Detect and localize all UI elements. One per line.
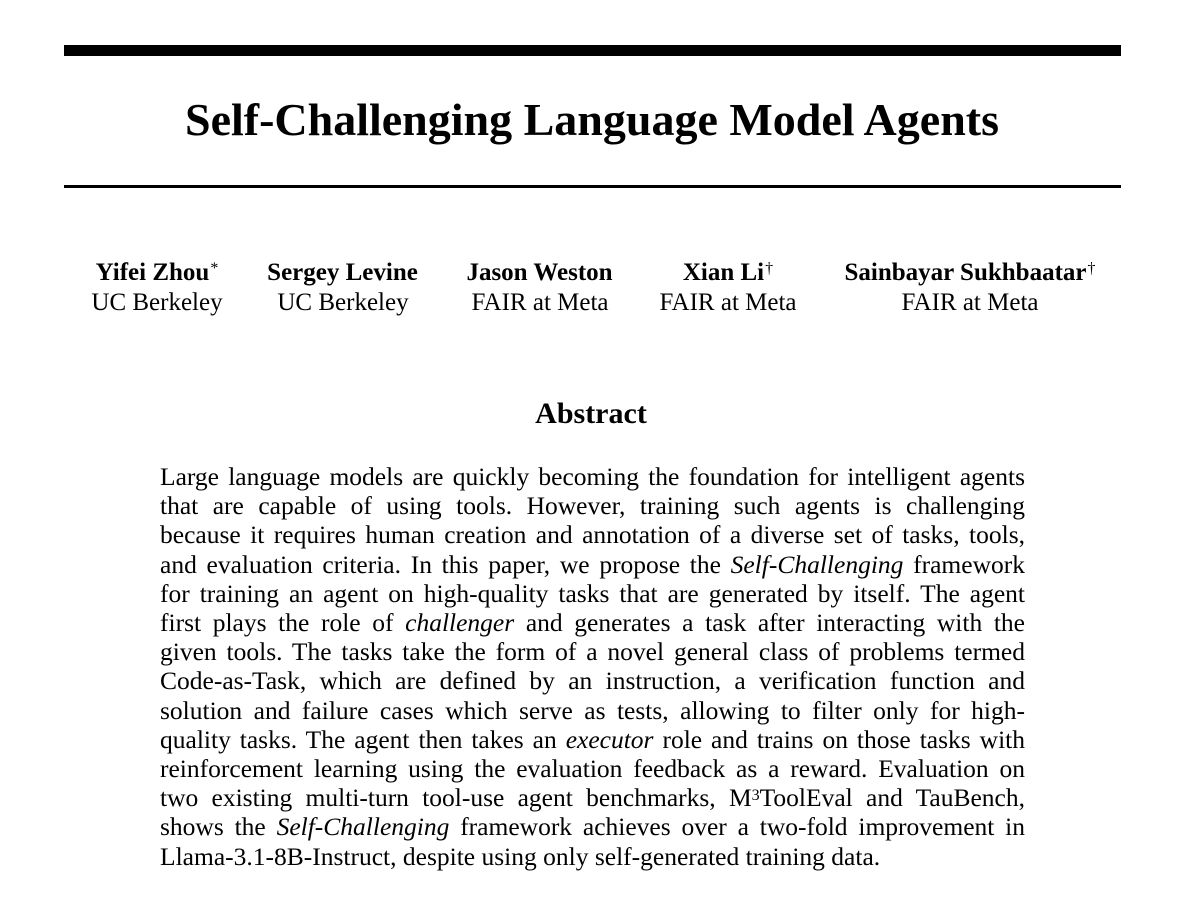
abstract-line: that are capable of using tools. However, training such agents is challenging <box>160 491 1025 521</box>
author-mark: * <box>210 260 219 277</box>
author-name: Yifei Zhou* <box>95 259 219 286</box>
author-name: Sergey Levine <box>267 259 418 286</box>
abstract-line: shows the Self-Challenging framework achieves over a two-fold improvement in <box>160 812 1026 842</box>
abstract-line: for training an agent on high-quality tasks that are generated by itself. The agent <box>160 578 1025 608</box>
emphasis-term: Self-Challenging <box>730 549 904 579</box>
author-affiliation: FAIR at Meta <box>901 289 1039 316</box>
title-top-rule <box>64 45 1121 56</box>
superscript: 3 <box>751 787 760 805</box>
author-affiliation: FAIR at Meta <box>471 289 609 316</box>
emphasis-term: Self-Challenging <box>276 812 450 842</box>
abstract-line: because it requires human creation and annotation of a diverse set of tasks, tools, <box>160 520 1025 550</box>
abstract-line: and evaluation criteria. In this paper, we propose the Self-Challenging framework <box>160 549 1025 579</box>
abstract-line: solution and failure cases which serve as tests, allowing to filter only for high- <box>160 695 1025 725</box>
author-affiliation: FAIR at Meta <box>659 289 797 316</box>
abstract-line: Code-as-Task, which are defined by an instruction, a verification function and <box>160 666 1025 696</box>
author-block <box>845 258 1096 318</box>
abstract-line: reinforcement learning using the evaluation feedback as a reward. Evaluation on <box>160 754 1025 784</box>
author-mark: † <box>1087 260 1096 277</box>
emphasis-term: challenger <box>405 608 515 638</box>
author-affiliation: UC Berkeley <box>91 289 223 316</box>
emphasis-term: executor <box>565 724 654 754</box>
author-name: Xian Li† <box>682 259 774 286</box>
abstract-line: first plays the role of challenger and generates a task after interacting with the <box>160 608 1025 638</box>
abstract-line: given tools. The tasks take the form of a novel general class of problems termed <box>160 637 1025 667</box>
author-name: Jason Weston <box>466 259 613 286</box>
author-block <box>267 258 419 318</box>
title-bottom-rule <box>64 185 1121 188</box>
author-name: Sainbayar Sukhbaatar† <box>844 259 1096 286</box>
author-affiliation: UC Berkeley <box>277 289 409 316</box>
abstract-line: Llama-3.1-8B-Instruct, despite using only self-generated training data. <box>160 841 881 871</box>
abstract-heading: Abstract <box>535 397 647 430</box>
author-block <box>91 258 222 318</box>
author-block <box>659 258 796 318</box>
paper-title: Self-Challenging Language Model Agents <box>184 94 999 145</box>
abstract-line: Large language models are quickly becoming the foundation for intelligent agents <box>160 462 1025 491</box>
author-mark: † <box>765 260 774 277</box>
author-block <box>466 258 613 318</box>
abstract-line: quality tasks. The agent then takes an executor role and trains on those tasks with <box>160 724 1025 754</box>
abstract-body <box>160 462 1025 871</box>
abstract-line: two existing multi-turn tool-use agent benchmarks, $M^3ToolEval$ and TauBench, <box>160 783 1026 813</box>
